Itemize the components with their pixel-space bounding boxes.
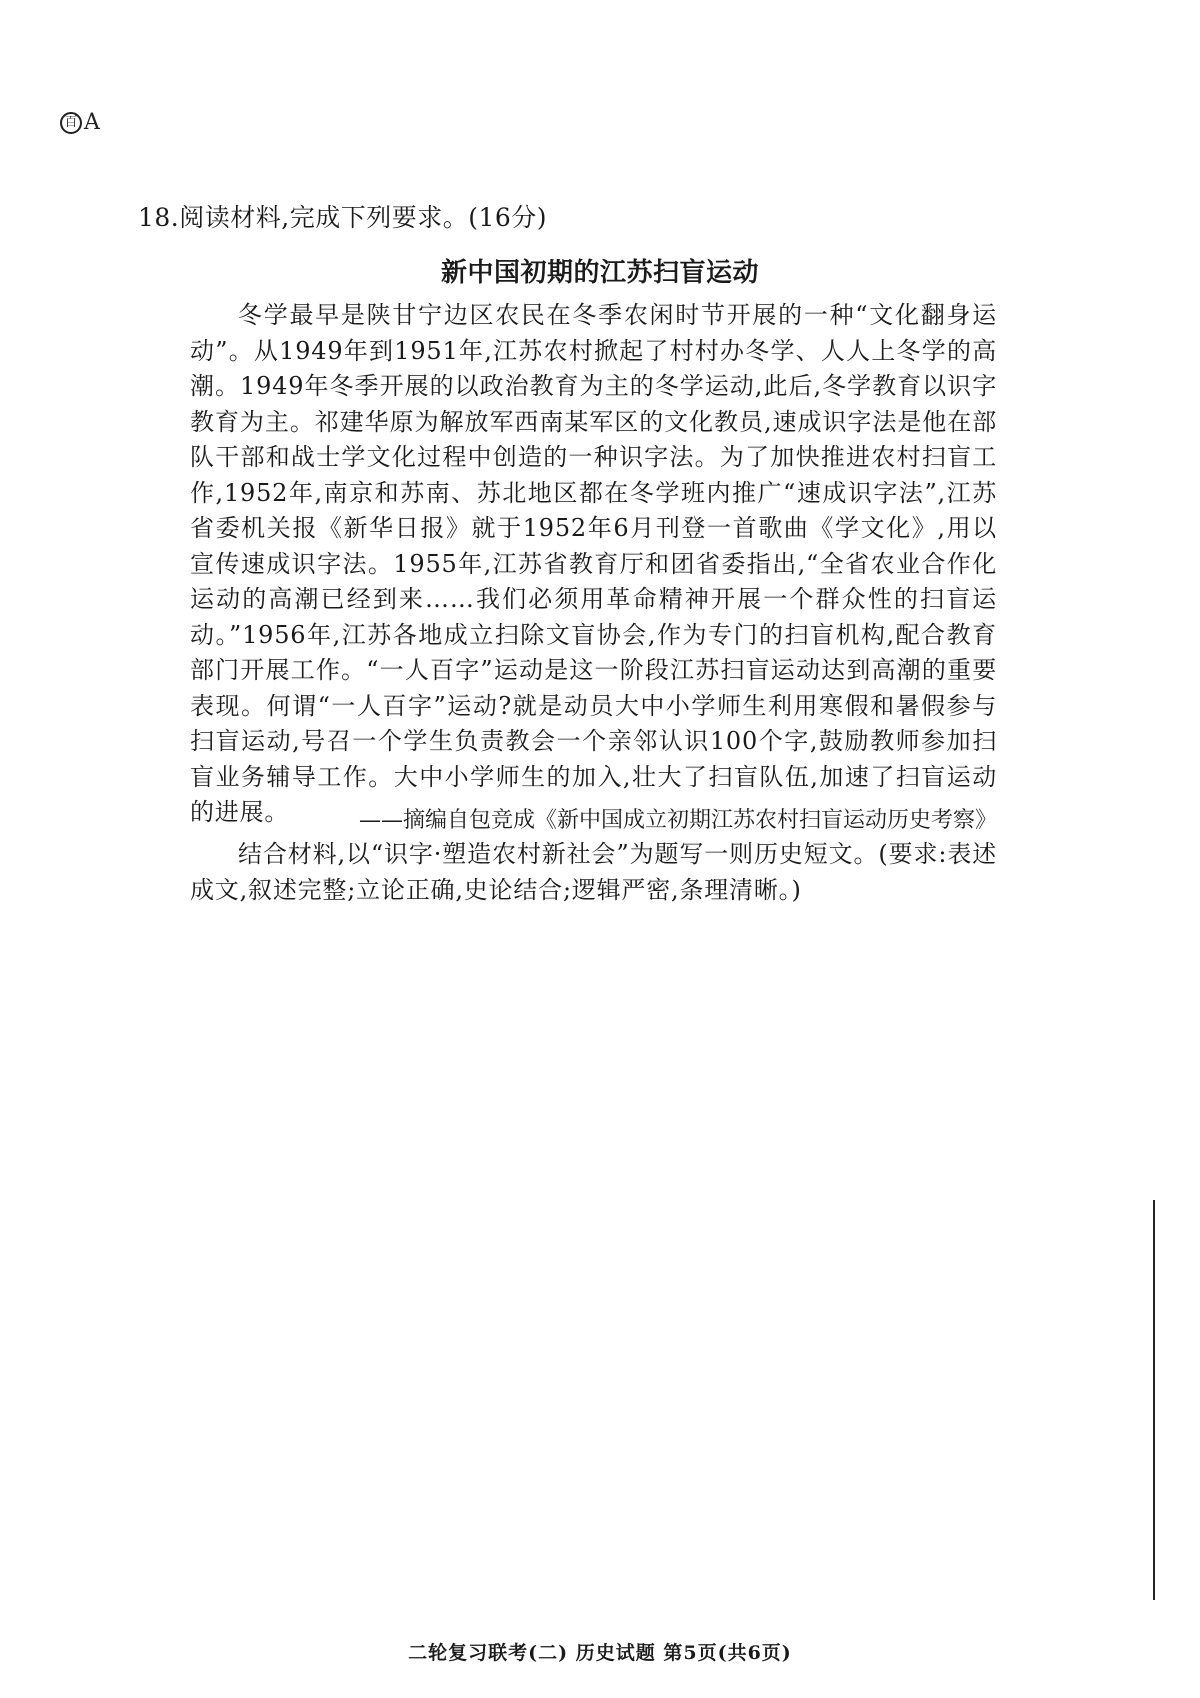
binding-line <box>1153 1200 1155 1600</box>
material-passage <box>190 298 997 831</box>
paper-version-mark <box>60 110 100 135</box>
circled-char-icon: 百 <box>60 112 82 134</box>
version-letter: A <box>84 110 100 135</box>
question-heading: 18.阅读材料,完成下列要求。(16分) <box>138 203 548 232</box>
material-source: ——摘编自包竞成《新中国成立初期江苏农村扫盲运动历史考察》 <box>358 808 997 833</box>
material-paragraph: 冬学最早是陕甘宁边区农民在冬季农闲时节开展的一种“文化翻身运动”。从1949年到1951年,江苏农村掀起了村村办冬学、人人上冬学的高潮。1949年冬季开展的以政治教育为主的冬学运动,此后,冬学教育以识字教育为主。祁建华原为解放军西南某军区的文化教员,速成识字法是他在部队干部和战士学文化过程中创造的一种识字法。为了加快推进农村扫盲工作,1952年,南京和苏南、苏北地区都在冬学班内推广“速成识字法”,江苏省委机关报《新华日报》就于1952年6月刊登一首歌曲《学文化》,用以宣传速成识字法。1955年,江苏省教育厅和团省委指出,“全省农业合作化运动的高潮已经到来……我们必须用革命精神开展一个群众性的扫盲运动。”1956年,江苏各地成立扫除文盲协会,作为专门的扫盲机构,配合教育部门开展工作。“一人百字”运动是这一阶段江苏扫盲运动达到高潮的重要表现。何谓“一人百字”运动?就是动员大中小学师生利用寒假和暑假参与扫盲运动,号召一个学生负责教会一个亲邻认识100个字,鼓励教师参加扫盲业务辅导工作。大中小学师生的加入,壮大了扫盲队伍,加速了扫盲运动的进展。 <box>190 301 997 826</box>
task-instructions <box>190 836 997 908</box>
page-footer: 二轮复习联考(二) 历史试题 第5页(共6页) <box>408 1642 792 1664</box>
material-title: 新中国初期的江苏扫盲运动 <box>440 258 759 288</box>
task-paragraph: 结合材料,以“识字·塑造农村新社会”为题写一则历史短文。(要求:表述成文,叙述完整;立论正确,史论结合;逻辑严密,条理清晰。) <box>190 840 997 904</box>
